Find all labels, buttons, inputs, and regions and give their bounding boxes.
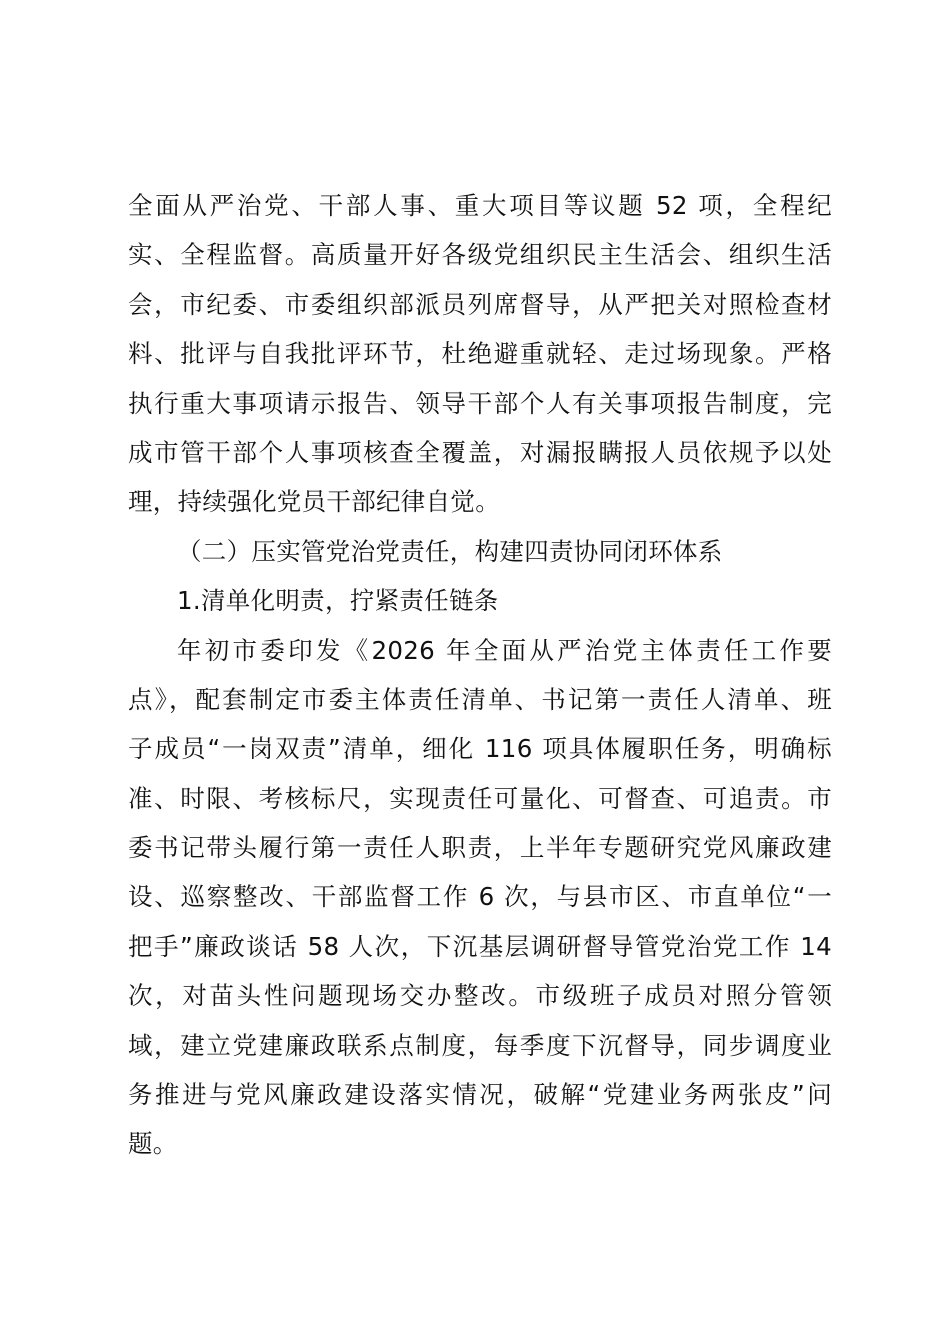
text-line: 域，建立党建廉政联系点制度，每季度下沉督导，同步调度业 [128,1030,832,1060]
text-line: 年初市委印发《2026 年全面从严治党主体责任工作要 [177,635,832,665]
document-body [128,181,832,1169]
text-line: 务推进与党风廉政建设落实情况，破解“党建业务两张皮”问 [128,1080,832,1110]
text-line: 成市管干部个人事项核查全覆盖，对漏报瞒报人员依规予以处 [128,437,832,467]
text-line: 题。 [128,1129,178,1159]
text-line: 次，对苗头性问题现场交办整改。市级班子成员对照分管领 [128,981,832,1011]
text-line: 执行重大事项请示报告、领导干部个人有关事项报告制度，完 [128,388,832,418]
text-line: 准、时限、考核标尺，实现责任可量化、可督查、可追责。市 [128,783,832,813]
text-line: 会，市纪委、市委组织部派员列席督导，从严把关对照检查材 [128,289,832,319]
text-line: 点》，配套制定市委主体责任清单、书记第一责任人清单、班 [128,684,832,714]
text-line: 子成员“一岗双责”清单，细化 116 项具体履职任务，明确标 [128,734,832,764]
subheading-text: 1.清单化明责，拧紧责任链条 [177,586,499,616]
text-line: 全面从严治党、干部人事、重大项目等议题 52 项，全程纪 [128,191,832,220]
section-heading [128,527,832,576]
paragraph-party-governance [128,181,832,527]
heading-text: （二）压实管党治党责任，构建四责协同闭环体系 [177,536,723,566]
text-line: 理，持续强化党员干部纪律自觉。 [128,487,500,517]
text-line: 把手”廉政谈话 58 人次，下沉基层调研督导管党治党工作 14 [128,931,832,961]
text-line: 实、全程监督。高质量开好各级党组织民主生活会、组织生活 [128,240,832,270]
text-line: 委书记带头履行第一责任人职责，上半年专题研究党风廉政建 [128,833,832,863]
text-line: 料、批评与自我批评环节，杜绝避重就轻、走过场现象。严格 [128,339,832,369]
text-line: 设、巡察整改、干部监督工作 6 次，与县市区、市直单位“一 [128,882,832,912]
paragraph-responsibility-list [128,626,832,1169]
subsection-heading [128,576,832,625]
